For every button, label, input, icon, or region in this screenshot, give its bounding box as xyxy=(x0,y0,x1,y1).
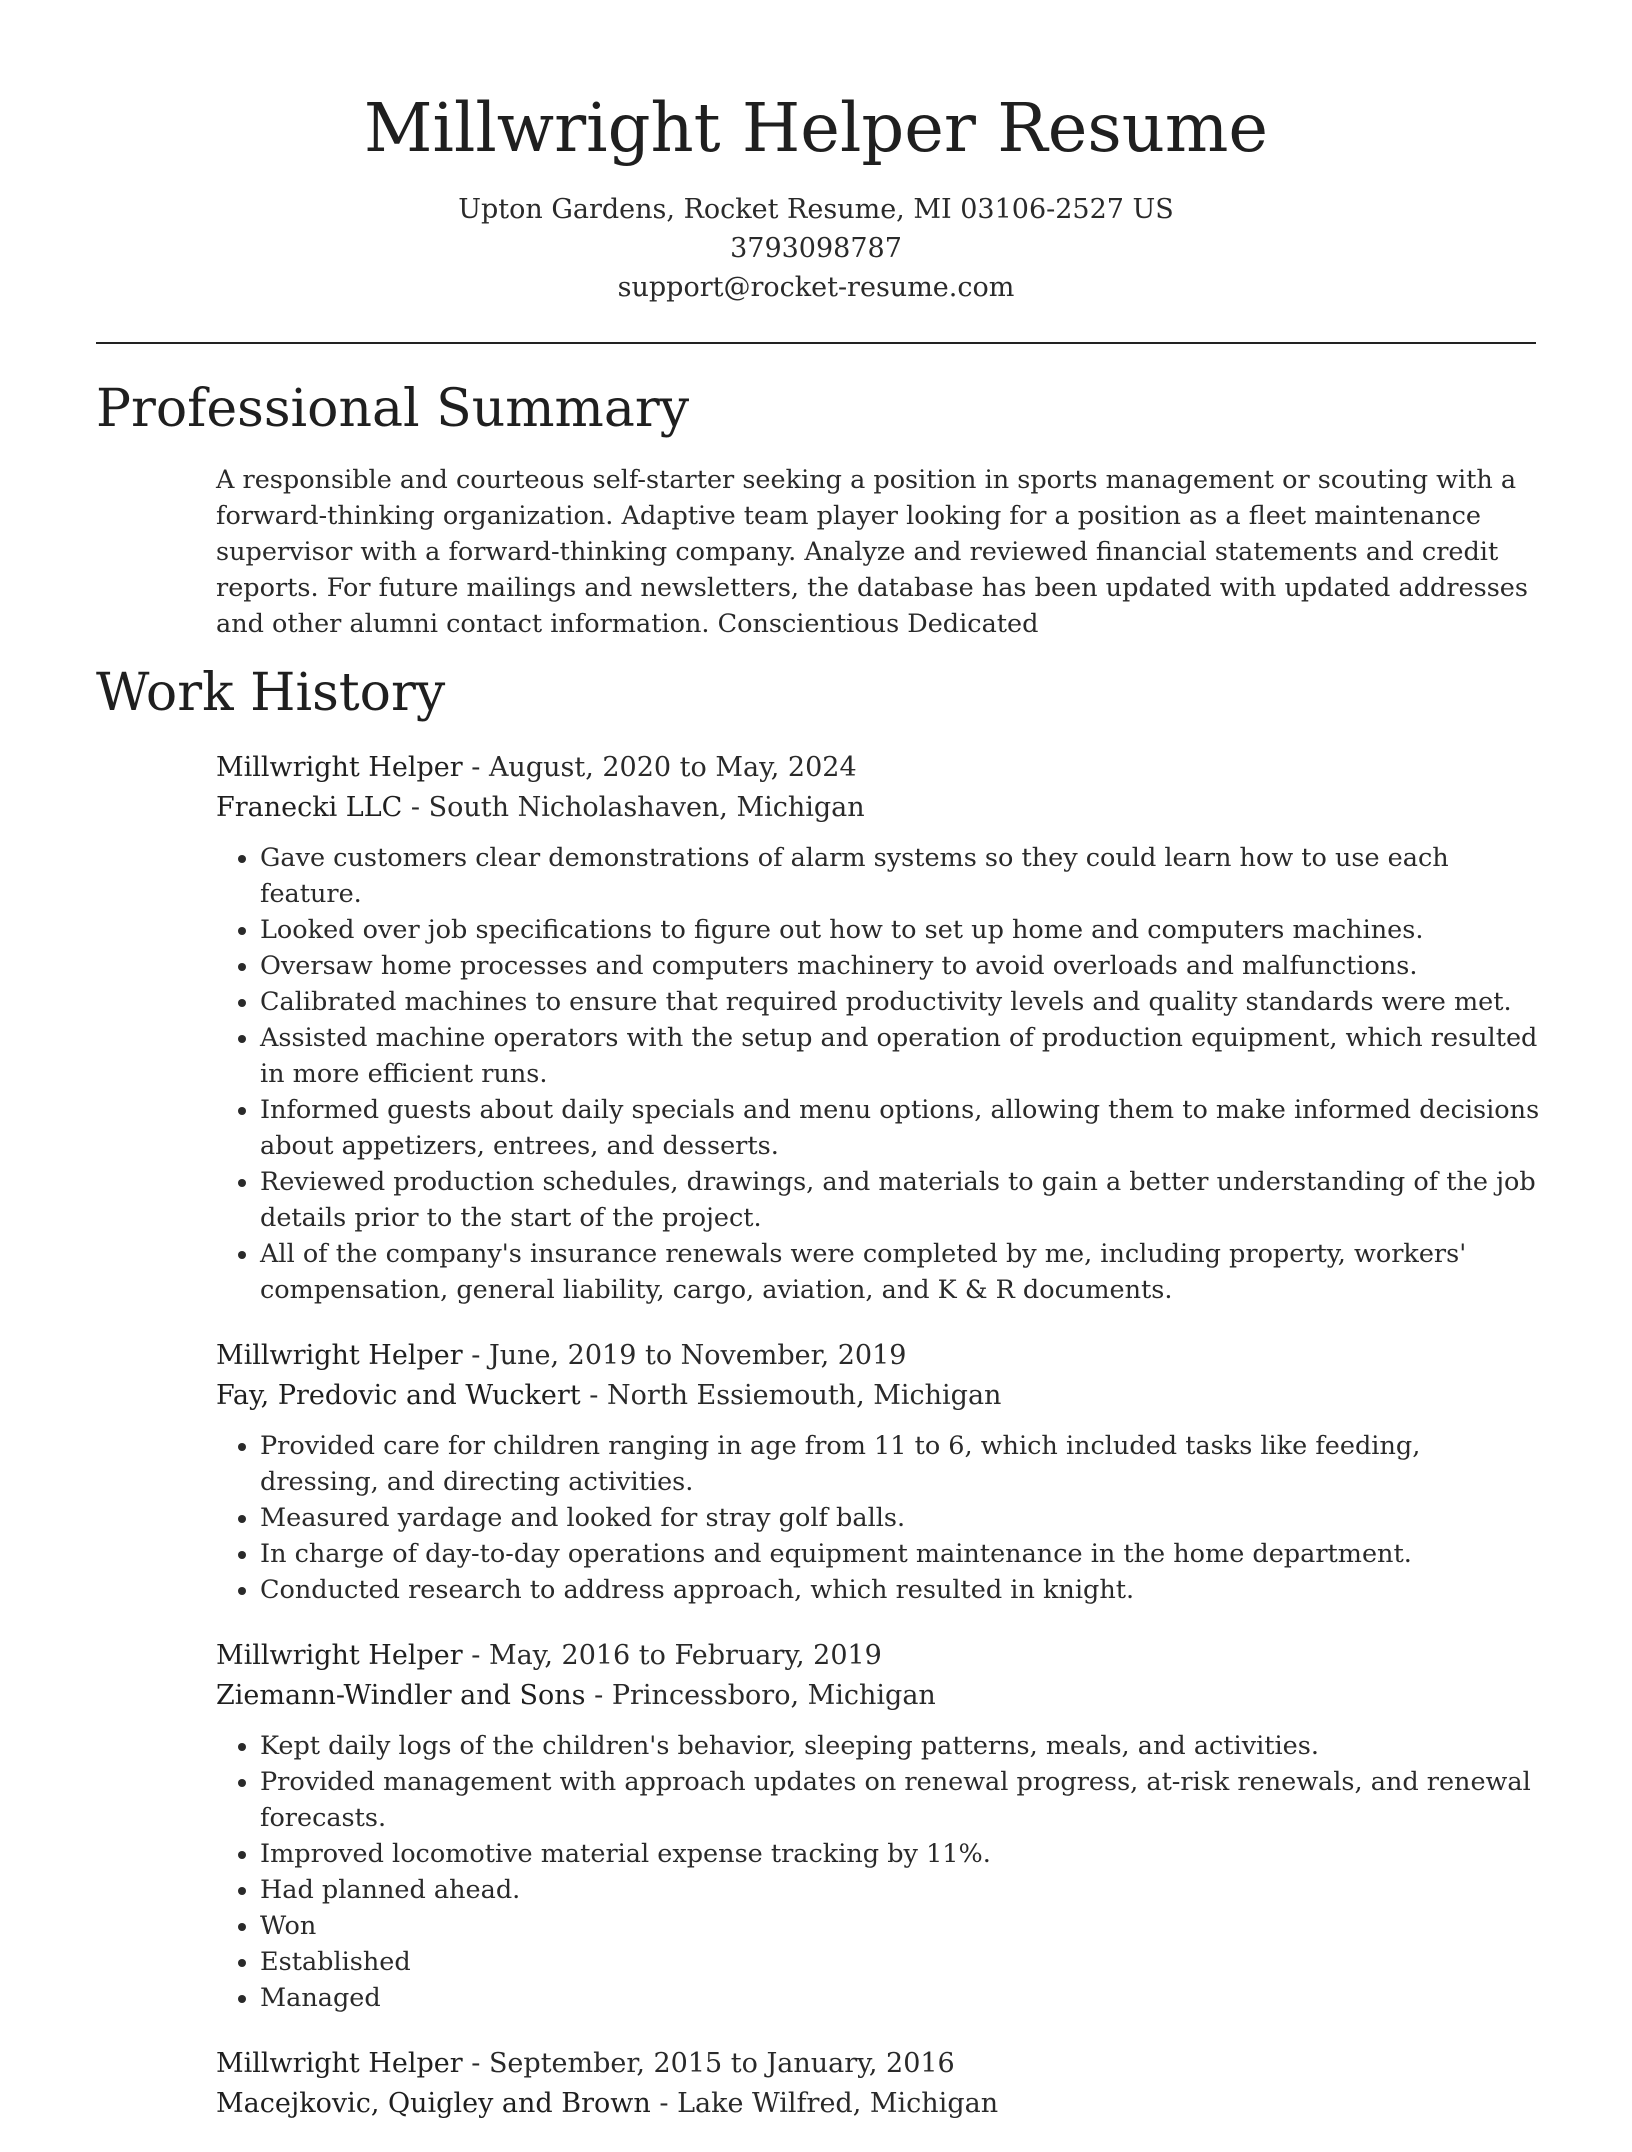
work-history-list xyxy=(216,748,1544,2152)
list-item: • Looked over job specifications to figure out how to set up home and computers machines. xyxy=(260,912,1544,948)
separator: - xyxy=(402,792,429,823)
job-company-line xyxy=(216,1376,1544,1416)
list-item: • Measured yardage and looked for stray golf balls. xyxy=(260,1500,1544,1536)
list-item: • Reviewed production schedules, drawings, and materials to gain a better understanding of the job details prior to the start of the project. xyxy=(260,1164,1544,1236)
job-company: Macejkovic, Quigley and Brown xyxy=(216,2088,651,2119)
separator: - xyxy=(462,752,489,783)
summary-heading: Professional Summary xyxy=(96,379,690,439)
job-dates: May, 2016 to February, 2019 xyxy=(488,1640,882,1671)
phone: 3793098787 xyxy=(730,233,902,264)
job-location: South Nicholashaven, Michigan xyxy=(428,792,865,823)
job-title: Millwright Helper xyxy=(216,1640,463,1671)
list-item: • In charge of day-to-day operations and equipment maintenance in the home department. xyxy=(260,1536,1544,1572)
list-item: • Calibrated machines to ensure that required productivity levels and quality standards were met. xyxy=(260,984,1544,1020)
separator: - xyxy=(462,2048,489,2079)
job-company-line xyxy=(216,788,1544,828)
separator: - xyxy=(462,1340,489,1371)
job-entry xyxy=(216,748,1544,1308)
address: Upton Gardens, Rocket Resume, MI 03106-2527 US xyxy=(458,194,1174,225)
job-company-line xyxy=(216,2084,1544,2124)
work-history-heading: Work History xyxy=(96,663,446,723)
header-divider xyxy=(96,342,1536,344)
list-item: • Gave customers clear demonstrations of alarm systems so they could learn how to use each feature. xyxy=(260,840,1544,912)
list-item: • Oversaw home processes and computers machinery to avoid overloads and malfunctions. xyxy=(260,948,1544,984)
list-item: • Improved locomotive material expense tracking by 11%. xyxy=(260,1836,1544,1872)
job-title: Millwright Helper xyxy=(216,752,463,783)
job-title-line xyxy=(216,2044,1544,2084)
list-item: • Had planned ahead. xyxy=(260,1872,1544,1908)
separator: - xyxy=(585,1680,612,1711)
job-title: Millwright Helper xyxy=(216,1340,463,1371)
job-dates: August, 2020 to May, 2024 xyxy=(488,752,857,783)
resume-title: Millwright Helper Resume xyxy=(363,89,1269,167)
separator: - xyxy=(462,1640,489,1671)
job-title-line xyxy=(216,1336,1544,1376)
job-title-line xyxy=(216,748,1544,788)
list-item: • All of the company's insurance renewals were completed by me, including property, workers' compensation, general liability, cargo, aviation, and K & R documents. xyxy=(260,1236,1544,1308)
job-duties-list xyxy=(216,1728,1544,2016)
job-title-line xyxy=(216,1636,1544,1676)
job-duties-list xyxy=(216,1428,1544,1608)
job-entry xyxy=(216,1636,1544,2016)
job-company: Ziemann-Windler and Sons xyxy=(216,1680,586,1711)
job-title: Millwright Helper xyxy=(216,2048,463,2079)
email: support@rocket-resume.com xyxy=(617,272,1015,303)
job-location: Princessboro, Michigan xyxy=(611,1680,936,1711)
job-entry xyxy=(216,1336,1544,1608)
job-location: North Essiemouth, Michigan xyxy=(606,1380,1002,1411)
job-entry xyxy=(216,2044,1544,2124)
list-item: • Assisted machine operators with the setup and operation of production equipment, which resulted in more efficient runs. xyxy=(260,1020,1544,1092)
job-dates: June, 2019 to November, 2019 xyxy=(488,1340,907,1371)
list-item: • Won xyxy=(260,1908,1544,1944)
list-item: • Provided management with approach updates on renewal progress, at-risk renewals, and renewal forecasts. xyxy=(260,1764,1544,1836)
separator: - xyxy=(580,1380,607,1411)
list-item: • Provided care for children ranging in age from 11 to 6, which included tasks like feeding, dressing, and directing activities. xyxy=(260,1428,1544,1500)
job-company-line xyxy=(216,1676,1544,1716)
list-item: • Managed xyxy=(260,1980,1544,2016)
contact-info xyxy=(0,190,1632,307)
list-item: • Conducted research to address approach, which resulted in knight. xyxy=(260,1572,1544,1608)
list-item: • Kept daily logs of the children's behavior, sleeping patterns, meals, and activities. xyxy=(260,1728,1544,1764)
list-item: • Informed guests about daily specials and menu options, allowing them to make informed decisions about appetizers, entrees, and desserts. xyxy=(260,1092,1544,1164)
job-location: Lake Wilfred, Michigan xyxy=(677,2088,999,2119)
summary-text: A responsible and courteous self-starter seeking a position in sports management or scouting with a forward-thinking organization. Adaptive team player looking for a position as a fleet maintenance supervisor with a forward-thinking company. Analyze and reviewed financial statements and credit reports. For future mailings and newsletters, the database has been updated with updated addresses and other alumni contact information. Conscientious Dedicated xyxy=(216,465,1528,639)
separator: - xyxy=(650,2088,678,2119)
job-company: Franecki LLC xyxy=(216,792,403,823)
job-duties-list xyxy=(216,840,1544,1308)
job-dates: September, 2015 to January, 2016 xyxy=(488,2048,955,2079)
job-company: Fay, Predovic and Wuckert xyxy=(216,1380,581,1411)
list-item: • Established xyxy=(260,1944,1544,1980)
